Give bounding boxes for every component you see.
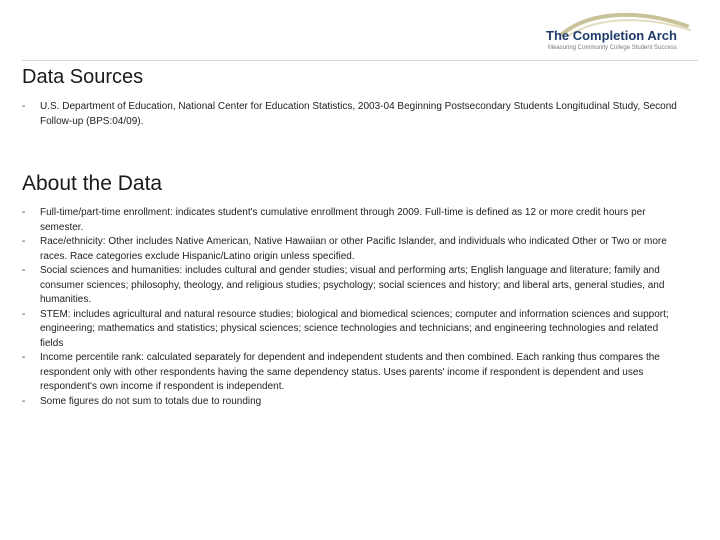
income-percentile-note: Income percentile rank: calculated separately for dependent and independent students and then combined. Each ranking thus compares the respondent only with other respondents having the same dependency status. Uses parents' income if respondent is dependent and uses respondent's own income if respondent is independent. bbox=[40, 352, 660, 392]
list-item bbox=[22, 235, 682, 264]
source-text: U.S. Department of Education, National Center for Education Statistics, 2003-04 Beginning Postsecondary Students Longitudinal Study, Second Follow-up (BPS:04/09). bbox=[40, 101, 677, 127]
header-divider bbox=[22, 60, 698, 61]
enrollment-note: Full-time/part-time enrollment: indicates student's cumulative enrollment through 2009. Full-time is defined as 12 or more credit hours per semester. bbox=[40, 207, 646, 233]
dash-bullet: - bbox=[22, 236, 26, 247]
completion-arch-logo bbox=[542, 12, 702, 56]
dash-bullet: - bbox=[22, 308, 26, 320]
data-sources-list bbox=[22, 100, 682, 129]
race-ethnicity-note: Race/ethnicity: Other includes Native American, Native Hawaiian or other Pacific Islander, and individuals who indicated Other or Two or more races. Race categories exclude Hispanic/Latino origin unless specified. bbox=[40, 236, 667, 262]
list-item bbox=[22, 395, 682, 410]
logo-title: The Completion Arch bbox=[546, 28, 677, 43]
data-sources-heading: Data Sources bbox=[22, 66, 144, 88]
list-item bbox=[22, 100, 682, 129]
social-sciences-note: Social sciences and humanities: includes cultural and gender studies; visual and performing arts; English language and literature; family and consumer sciences; philosophy, theology, and religious studies; psychology; social sciences and history; and liberal arts, general studies, and humanities. bbox=[40, 265, 665, 305]
stem-note: STEM: includes agricultural and natural resource studies; biological and biomedical sciences; computer and information sciences and support; engineering; mathematics and statistics; physical sciences; science technologies and technicians; and engineering technologies and related fields bbox=[40, 308, 669, 349]
about-data-heading: About the Data bbox=[22, 172, 163, 195]
dash-bullet: - bbox=[22, 395, 26, 407]
list-item bbox=[22, 308, 682, 352]
logo-tagline: Measuring Community College Student Success bbox=[548, 45, 677, 51]
list-item bbox=[22, 351, 682, 395]
list-item bbox=[22, 206, 682, 235]
dash-bullet: - bbox=[22, 101, 26, 112]
dash-bullet: - bbox=[22, 207, 26, 218]
list-item bbox=[22, 264, 682, 308]
rounding-note: Some figures do not sum to totals due to rounding bbox=[40, 395, 262, 407]
dash-bullet: - bbox=[22, 352, 26, 363]
dash-bullet: - bbox=[22, 265, 26, 276]
about-data-list bbox=[22, 206, 682, 409]
